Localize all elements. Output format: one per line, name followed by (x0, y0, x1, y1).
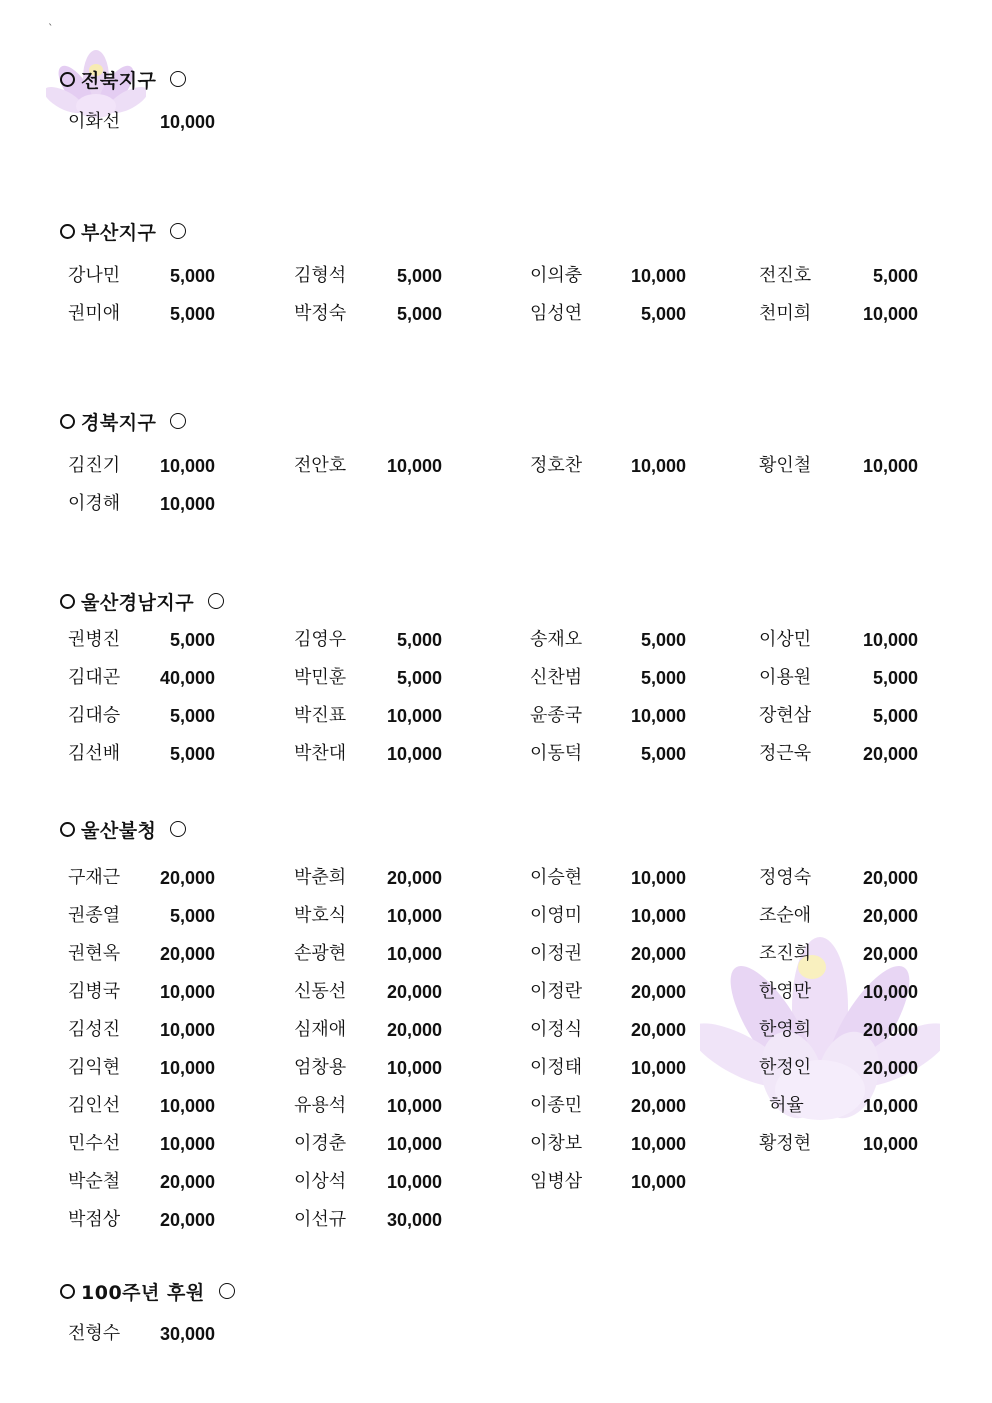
donor-name: 손광현 (294, 943, 347, 964)
donor-name: 이종민 (530, 1095, 583, 1116)
circle-bullet-icon (170, 413, 186, 429)
donation-amount: 10,000 (862, 304, 918, 324)
donation-amount: 10,000 (862, 630, 918, 650)
donor-name: 김인선 (68, 1095, 121, 1116)
donor-entry (530, 703, 686, 729)
donation-amount: 20,000 (159, 1172, 215, 1192)
donor-name: 심재애 (294, 1019, 347, 1040)
donor-name: 이상석 (294, 1171, 347, 1192)
donation-amount: 10,000 (159, 982, 215, 1002)
donation-amount: 10,000 (630, 1172, 686, 1192)
donor-name: 유용석 (294, 1095, 347, 1116)
donor-name: 김대곤 (68, 667, 121, 688)
donor-name: 권종열 (68, 905, 121, 926)
donor-entry (294, 1093, 442, 1119)
donor-name: 권병진 (68, 629, 121, 650)
donor-section (0, 218, 992, 324)
donor-entry (294, 903, 442, 929)
donation-amount: 5,000 (640, 744, 686, 764)
donor-name: 강나민 (68, 265, 121, 286)
donor-entry (68, 741, 215, 767)
donor-name: 전진호 (759, 265, 812, 286)
donation-amount: 5,000 (396, 266, 442, 286)
donor-name: 박진표 (294, 705, 347, 726)
donor-entry (294, 665, 442, 691)
section-title-text: 울산불청 (81, 819, 157, 842)
donation-amount: 20,000 (159, 1210, 215, 1230)
donation-amount: 10,000 (386, 456, 442, 476)
donor-entry (759, 741, 918, 767)
donation-amount: 5,000 (396, 668, 442, 688)
donation-amount: 20,000 (159, 944, 215, 964)
donation-amount: 10,000 (386, 1096, 442, 1116)
section-title (60, 218, 186, 244)
donation-amount: 20,000 (159, 868, 215, 888)
donation-amount: 20,000 (862, 744, 918, 764)
donor-entry (68, 903, 215, 929)
donor-name: 박찬대 (294, 743, 347, 764)
donor-entry (759, 263, 918, 289)
donor-entry (759, 301, 918, 327)
donor-entry (530, 301, 686, 327)
donation-amount: 20,000 (862, 944, 918, 964)
donor-entry (759, 453, 918, 479)
section-title (60, 66, 186, 92)
donation-amount: 20,000 (862, 1058, 918, 1078)
donor-name: 이화선 (68, 111, 121, 132)
donor-name: 김성진 (68, 1019, 121, 1040)
donation-amount: 20,000 (630, 1096, 686, 1116)
donation-amount: 10,000 (159, 112, 215, 132)
donation-amount: 10,000 (862, 456, 918, 476)
donor-name: 이정식 (530, 1019, 583, 1040)
donor-entry (68, 703, 215, 729)
donation-amount: 20,000 (386, 868, 442, 888)
donation-amount: 5,000 (640, 630, 686, 650)
donor-name: 윤종국 (530, 705, 583, 726)
donor-name: 권미애 (68, 303, 121, 324)
donation-amount: 10,000 (159, 1096, 215, 1116)
circle-bullet-icon (60, 72, 75, 87)
donor-name: 임성연 (530, 303, 583, 324)
donor-entry (294, 627, 442, 653)
donor-entry (759, 1131, 918, 1157)
circle-bullet-icon (60, 414, 75, 429)
donor-name: 박민훈 (294, 667, 347, 688)
donor-entry (68, 453, 215, 479)
section-title-text: 전북지구 (81, 69, 157, 92)
donor-entry (530, 453, 686, 479)
donor-entry (530, 865, 686, 891)
donor-name: 박순철 (68, 1171, 121, 1192)
donation-amount: 10,000 (630, 456, 686, 476)
circle-bullet-icon (170, 223, 186, 239)
donation-amount: 10,000 (159, 1134, 215, 1154)
donor-entry (68, 109, 215, 135)
donor-entry (530, 1055, 686, 1081)
donor-name: 장현삼 (759, 705, 812, 726)
donation-amount: 5,000 (169, 266, 215, 286)
donation-amount: 10,000 (159, 456, 215, 476)
donation-amount: 10,000 (159, 494, 215, 514)
donor-entry (294, 1131, 442, 1157)
donor-name: 정근욱 (759, 743, 812, 764)
donor-entry (294, 979, 442, 1005)
donor-entry (294, 1017, 442, 1043)
donation-amount: 10,000 (386, 1134, 442, 1154)
donor-name: 김형석 (294, 265, 347, 286)
donation-amount: 10,000 (386, 906, 442, 926)
donation-amount: 20,000 (386, 982, 442, 1002)
donation-amount: 10,000 (386, 944, 442, 964)
donation-amount: 5,000 (169, 706, 215, 726)
donor-entry (759, 703, 918, 729)
donor-name: 박정숙 (294, 303, 347, 324)
donor-name: 이경해 (68, 493, 121, 514)
donor-entry (530, 741, 686, 767)
donor-entry (759, 1055, 918, 1081)
donor-section (0, 1278, 992, 1344)
donor-name: 박춘희 (294, 867, 347, 888)
donor-name: 전안호 (294, 455, 347, 476)
donor-name: 이선규 (294, 1209, 347, 1230)
donor-entry (759, 941, 918, 967)
donation-amount: 10,000 (386, 1058, 442, 1078)
donor-section (0, 66, 992, 132)
donation-amount: 20,000 (862, 868, 918, 888)
donation-amount: 10,000 (386, 706, 442, 726)
donation-amount: 5,000 (169, 304, 215, 324)
donor-name: 구재근 (68, 867, 121, 888)
donation-amount: 5,000 (872, 706, 918, 726)
donation-amount: 10,000 (630, 266, 686, 286)
donor-name: 황정현 (759, 1133, 812, 1154)
donor-name: 김병국 (68, 981, 121, 1002)
donor-entry (530, 903, 686, 929)
donation-amount: 30,000 (386, 1210, 442, 1230)
donor-name: 이경춘 (294, 1133, 347, 1154)
donor-name: 이정란 (530, 981, 583, 1002)
donation-amount: 40,000 (159, 668, 215, 688)
donor-name: 한영만 (759, 981, 812, 1002)
donor-name: 이상민 (759, 629, 812, 650)
donation-amount: 10,000 (386, 1172, 442, 1192)
donation-amount: 10,000 (386, 744, 442, 764)
donor-name: 황인철 (759, 455, 812, 476)
donor-entry (759, 1017, 918, 1043)
donor-entry (294, 941, 442, 967)
donor-name: 조순애 (759, 905, 812, 926)
donor-entry (294, 741, 442, 767)
donor-name: 천미희 (759, 303, 812, 324)
donor-entry (530, 979, 686, 1005)
donor-entry (530, 1093, 686, 1119)
section-title-text: 경북지구 (81, 411, 157, 434)
donor-entry (68, 1207, 215, 1233)
donation-amount: 10,000 (862, 1134, 918, 1154)
donor-entry (68, 1055, 215, 1081)
donation-amount: 5,000 (872, 668, 918, 688)
donation-amount: 10,000 (630, 1134, 686, 1154)
donor-name: 임병삼 (530, 1171, 583, 1192)
donation-amount: 10,000 (862, 1096, 918, 1116)
donor-name: 이정태 (530, 1057, 583, 1078)
donor-entry (530, 665, 686, 691)
donor-entry (294, 703, 442, 729)
donor-entry (530, 263, 686, 289)
donor-name: 이영미 (530, 905, 583, 926)
section-title-text: 부산지구 (81, 221, 157, 244)
donor-entry (294, 865, 442, 891)
donor-name: 박점상 (68, 1209, 121, 1230)
circle-bullet-icon (60, 1284, 75, 1299)
donor-entry (530, 1169, 686, 1195)
donor-name: 이창보 (530, 1133, 583, 1154)
donor-section (0, 408, 992, 514)
donor-name: 신동선 (294, 981, 347, 1002)
donor-entry (759, 1093, 918, 1119)
donation-amount: 5,000 (169, 630, 215, 650)
donor-entry (68, 865, 215, 891)
donor-name: 이용원 (759, 667, 812, 688)
section-title (60, 408, 186, 434)
donation-amount: 10,000 (630, 706, 686, 726)
donor-entry (68, 1131, 215, 1157)
donation-amount: 10,000 (159, 1020, 215, 1040)
donation-amount: 5,000 (640, 668, 686, 688)
donor-name: 이의충 (530, 265, 583, 286)
donation-amount: 20,000 (862, 1020, 918, 1040)
donor-entry (530, 1131, 686, 1157)
circle-bullet-icon (60, 594, 75, 609)
circle-bullet-icon (208, 593, 224, 609)
circle-bullet-icon (60, 822, 75, 837)
donation-amount: 5,000 (169, 744, 215, 764)
donor-name: 정호찬 (530, 455, 583, 476)
donation-amount: 10,000 (862, 982, 918, 1002)
donor-name: 민수선 (68, 1133, 121, 1154)
donation-amount: 20,000 (386, 1020, 442, 1040)
donor-name: 엄창용 (294, 1057, 347, 1078)
donor-entry (68, 1017, 215, 1043)
section-title-text: 100주년 후원 (81, 1281, 205, 1304)
donor-name: 이동덕 (530, 743, 583, 764)
donation-amount: 10,000 (630, 1058, 686, 1078)
donor-section (0, 816, 992, 1230)
donation-amount: 10,000 (630, 868, 686, 888)
donation-amount: 5,000 (396, 304, 442, 324)
donor-entry (530, 941, 686, 967)
circle-bullet-icon (170, 821, 186, 837)
donor-name: 김대승 (68, 705, 121, 726)
donor-entry (530, 1017, 686, 1043)
section-title-text: 울산경남지구 (81, 591, 195, 614)
donor-entry (68, 1321, 215, 1347)
donor-entry (759, 627, 918, 653)
donor-entry (68, 301, 215, 327)
donor-entry (68, 491, 215, 517)
donation-amount: 10,000 (630, 906, 686, 926)
donor-name: 송재오 (530, 629, 583, 650)
donor-entry (294, 1055, 442, 1081)
donation-amount: 5,000 (872, 266, 918, 286)
section-title (60, 1278, 235, 1304)
donor-name: 정영숙 (759, 867, 812, 888)
circle-bullet-icon (170, 71, 186, 87)
donation-amount: 5,000 (396, 630, 442, 650)
donation-amount: 20,000 (630, 1020, 686, 1040)
donor-name: 권현옥 (68, 943, 121, 964)
section-title (60, 588, 224, 614)
donation-amount: 5,000 (640, 304, 686, 324)
donor-name: 허율 (769, 1095, 804, 1116)
donor-name: 전형수 (68, 1323, 121, 1344)
donor-entry (759, 865, 918, 891)
donation-amount: 20,000 (862, 906, 918, 926)
donor-name: 신찬범 (530, 667, 583, 688)
donor-entry (759, 979, 918, 1005)
donation-amount: 20,000 (630, 944, 686, 964)
donor-entry (294, 263, 442, 289)
donor-name: 김선배 (68, 743, 121, 764)
donor-entry (530, 627, 686, 653)
donor-entry (68, 979, 215, 1005)
donor-name: 이정권 (530, 943, 583, 964)
donor-entry (294, 1169, 442, 1195)
donor-entry (759, 903, 918, 929)
donor-name: 김진기 (68, 455, 121, 476)
donor-section (0, 588, 992, 764)
donor-name: 이승현 (530, 867, 583, 888)
donor-entry (759, 665, 918, 691)
donor-entry (68, 1093, 215, 1119)
circle-bullet-icon (219, 1283, 235, 1299)
donor-entry (294, 1207, 442, 1233)
donor-entry (68, 941, 215, 967)
donor-name: 박호식 (294, 905, 347, 926)
donor-entry (68, 1169, 215, 1195)
donor-name: 한영희 (759, 1019, 812, 1040)
donor-name: 조진희 (759, 943, 812, 964)
donation-amount: 5,000 (169, 906, 215, 926)
donation-amount: 20,000 (630, 982, 686, 1002)
donor-entry (68, 627, 215, 653)
circle-bullet-icon (60, 224, 75, 239)
donation-amount: 10,000 (159, 1058, 215, 1078)
donor-name: 김영우 (294, 629, 347, 650)
section-title (60, 816, 186, 842)
donor-entry (294, 453, 442, 479)
donor-entry (294, 301, 442, 327)
donation-amount: 30,000 (159, 1324, 215, 1344)
corner-mark: ` (48, 22, 54, 35)
donor-entry (68, 263, 215, 289)
donor-entry (68, 665, 215, 691)
donor-name: 김익현 (68, 1057, 121, 1078)
donor-name: 한정인 (759, 1057, 812, 1078)
